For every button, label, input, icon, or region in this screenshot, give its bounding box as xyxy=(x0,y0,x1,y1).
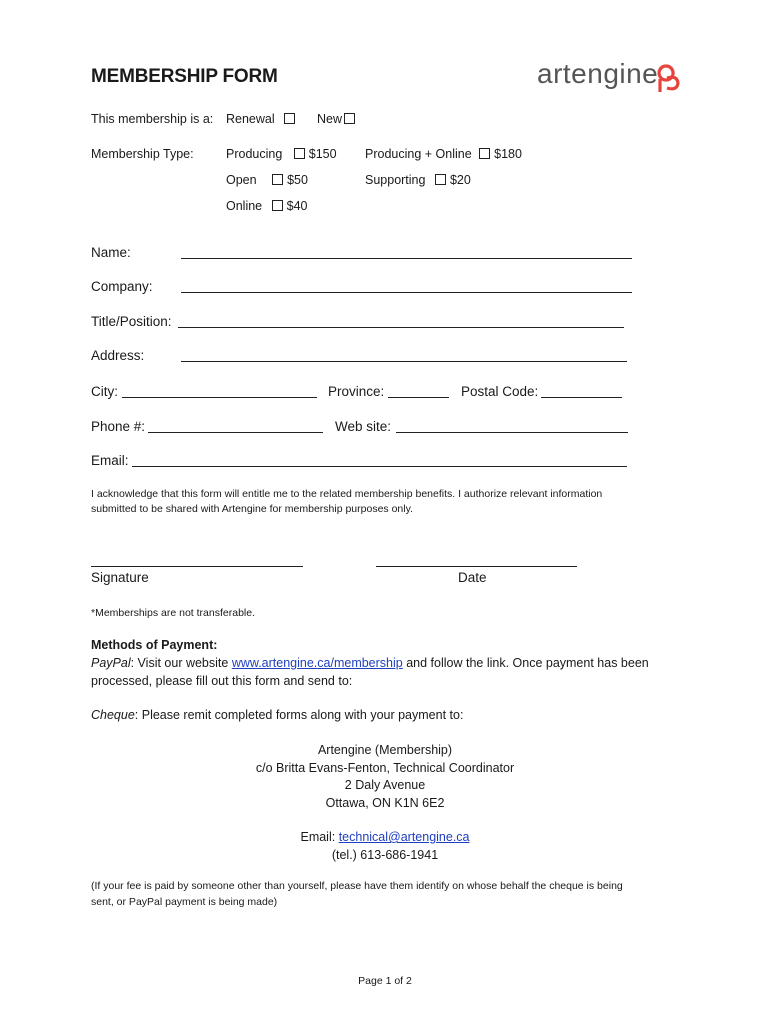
online-checkbox[interactable] xyxy=(272,200,283,211)
option-supporting[interactable] xyxy=(365,173,471,187)
phone-label: Phone #: xyxy=(91,419,146,434)
open-price: $50 xyxy=(287,173,308,187)
company-label: Company: xyxy=(91,279,153,294)
title-position-field[interactable] xyxy=(178,327,624,328)
signature-field[interactable] xyxy=(91,566,303,567)
producing-checkbox[interactable] xyxy=(294,148,305,159)
address-line-4: Ottawa, ON K1N 6E2 xyxy=(325,796,445,810)
online-label: Online xyxy=(226,199,263,213)
name-label: Name: xyxy=(91,245,131,260)
address-field[interactable] xyxy=(181,361,627,362)
title-position-label: Title/Position: xyxy=(91,314,172,329)
membership-type-label: Membership Type: xyxy=(91,147,194,161)
province-field[interactable] xyxy=(388,397,449,398)
acknowledgement-line-1: I acknowledge that this form will entitle me to the related membership benefits. I authorize relevant information xyxy=(91,488,603,500)
company-field[interactable] xyxy=(181,292,632,293)
new-label: New xyxy=(317,112,343,126)
producing-price: $150 xyxy=(308,147,337,161)
renewal-label: Renewal xyxy=(226,112,275,126)
address-line-3: 2 Daly Avenue xyxy=(344,778,426,792)
footnote-line-1: (If your fee is paid by someone other than yourself, please have them identify on whose behalf the cheque is being xyxy=(91,880,623,892)
transfer-note: *Memberships are not transferable. xyxy=(91,607,255,619)
cheque-line xyxy=(91,708,463,722)
payment-heading: Methods of Payment: xyxy=(91,638,218,652)
producing-online-price: $180 xyxy=(494,147,522,161)
option-producing-online[interactable] xyxy=(365,147,522,161)
date-label: Date xyxy=(458,570,487,585)
supporting-price: $20 xyxy=(449,173,471,187)
renewal-option[interactable] xyxy=(226,112,299,126)
province-label: Province: xyxy=(328,384,385,399)
cheque-label: Cheque xyxy=(91,708,135,722)
producing-online-label: Producing + Online xyxy=(365,147,472,161)
paypal-text-before: : Visit our website xyxy=(130,656,232,670)
option-online[interactable] xyxy=(226,199,307,213)
website-field[interactable] xyxy=(396,432,628,433)
contact-email-link[interactable]: technical@artengine.ca xyxy=(338,830,470,844)
logo-mark-icon xyxy=(656,62,682,96)
cheque-text: : Please remit completed forms along with your payment to: xyxy=(134,708,464,722)
producing-online-checkbox[interactable] xyxy=(479,148,490,159)
contact-email-label: Email: xyxy=(300,830,339,844)
artengine-logo xyxy=(537,58,658,90)
open-checkbox[interactable] xyxy=(272,174,283,185)
email-field[interactable] xyxy=(132,466,627,467)
address-label: Address: xyxy=(91,348,145,363)
membership-link[interactable]: www.artengine.ca/membership xyxy=(231,656,403,670)
date-field[interactable] xyxy=(376,566,577,567)
option-producing[interactable] xyxy=(226,147,337,161)
signature-label: Signature xyxy=(91,570,149,585)
postal-code-label: Postal Code: xyxy=(461,384,539,399)
website-label: Web site: xyxy=(335,419,392,434)
page-number: Page 1 of 2 xyxy=(358,975,412,987)
open-label: Open xyxy=(226,173,257,187)
form-title: MEMBERSHIP FORM xyxy=(91,66,278,87)
paypal-label: PayPal xyxy=(91,656,131,670)
footnote-line-2: sent, or PayPal payment is being made) xyxy=(91,896,278,908)
email-label: Email: xyxy=(91,453,129,468)
phone-field[interactable] xyxy=(148,432,323,433)
acknowledgement-line-2: submitted to be shared with Artengine for membership purposes only. xyxy=(91,503,413,515)
city-label: City: xyxy=(91,384,118,399)
address-line-2: c/o Britta Evans-Fenton, Technical Coordinator xyxy=(255,761,515,775)
paypal-line-2: processed, please fill out this form and send to: xyxy=(91,674,353,688)
new-checkbox[interactable] xyxy=(344,113,355,124)
membership-is-label: This membership is a: xyxy=(91,112,214,126)
supporting-checkbox[interactable] xyxy=(435,174,446,185)
new-option[interactable] xyxy=(317,112,359,126)
option-open[interactable] xyxy=(226,173,308,187)
producing-label: Producing xyxy=(226,147,283,161)
postal-code-field[interactable] xyxy=(541,397,622,398)
name-field[interactable] xyxy=(181,258,632,259)
city-field[interactable] xyxy=(122,397,317,398)
contact-email-line xyxy=(0,830,770,844)
paypal-line-1 xyxy=(91,656,649,670)
supporting-label: Supporting xyxy=(365,173,426,187)
renewal-checkbox[interactable] xyxy=(284,113,295,124)
logo-wordmark: artengine xyxy=(537,58,659,89)
paypal-text-after: and follow the link. Once payment has been xyxy=(402,656,649,670)
contact-phone: (tel.) 613-686-1941 xyxy=(331,848,439,862)
address-line-1: Artengine (Membership) xyxy=(317,743,453,757)
online-price: $40 xyxy=(286,199,308,213)
